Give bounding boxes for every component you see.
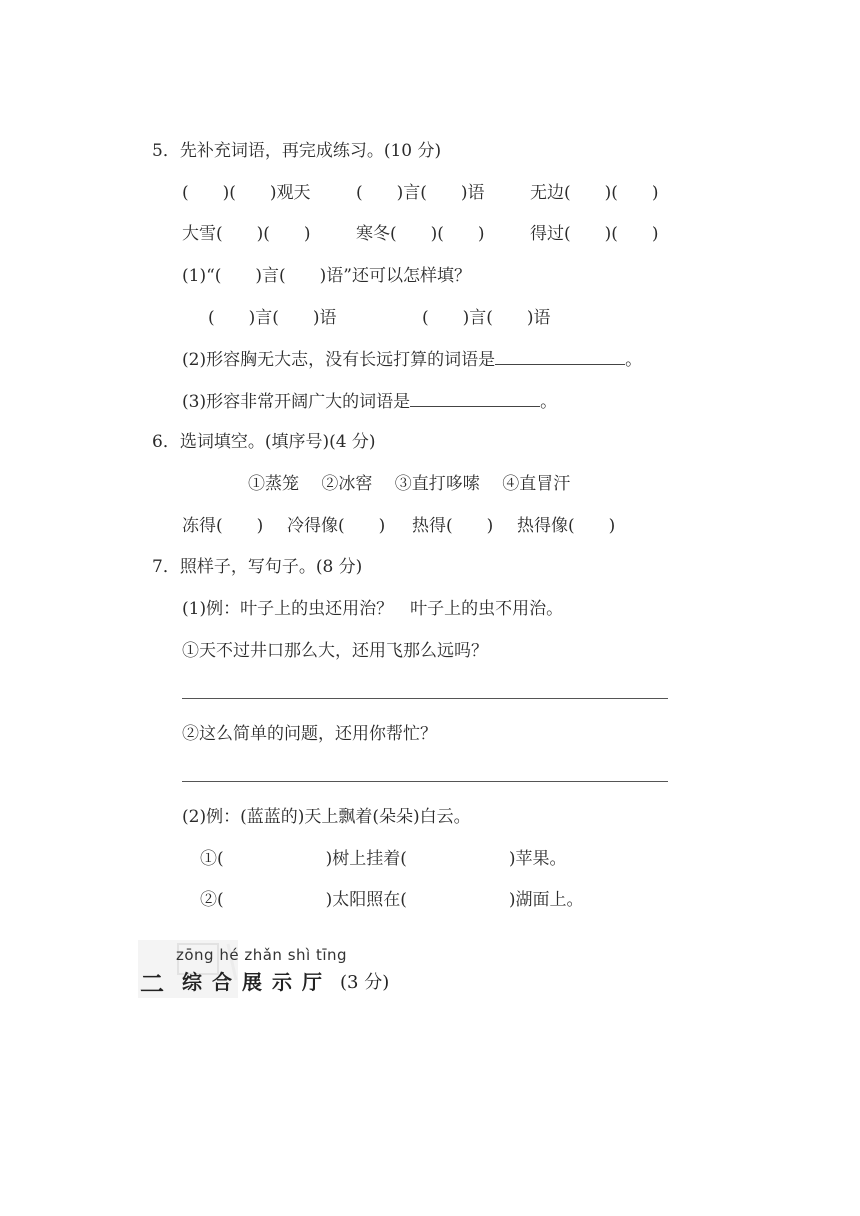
question-5-title: 5．先补充词语，再完成练习。(10 分) <box>152 141 442 161</box>
answer-line-1[interactable] <box>182 698 668 699</box>
q5-row1-item2: ( )言( )语 <box>356 183 485 203</box>
question-6-title: 6．选词填空。(填序号)(4 分) <box>152 432 376 452</box>
q5-sub2-blank[interactable] <box>495 348 625 365</box>
q7-sub2-example: (2)例：(蓝蓝的)天上飘着(朵朵)白云。 <box>182 807 471 827</box>
q6-blank-1: 冻得( ) <box>182 516 264 536</box>
q5-row1-item3: 无边( )( ) <box>530 183 659 203</box>
q5-row1-item1: ( )( )观天 <box>182 183 311 203</box>
q7-sub2-item2: ②( )太阳照在( )湖面上。 <box>200 890 584 910</box>
q7-sub1-example: (1)例：叶子上的虫还用治？ 叶子上的虫不用治。 <box>182 599 564 619</box>
section-2-pinyin: zōng hé zhǎn shì tīng <box>176 946 348 964</box>
q5-row2-item1: 大雪( )( ) <box>182 224 311 244</box>
answer-line-2[interactable] <box>182 781 668 782</box>
q5-sub3-prompt <box>182 390 557 413</box>
q5-row2-item3: 得过( )( ) <box>530 224 659 244</box>
q5-row2-item2: 寒冬( )( ) <box>356 224 485 244</box>
section-2-score: (3 分) <box>340 972 390 993</box>
q5-sub3-blank[interactable] <box>410 390 540 407</box>
section-2-title: 综合展示厅 <box>182 970 332 994</box>
q5-sub3-text: (3)形容非常开阔广大的词语是 <box>182 392 411 412</box>
q5-sub1-answer1: ( )言( )语 <box>208 308 337 328</box>
q7-sub1-item2: ②这么简单的问题，还用你帮忙？ <box>182 724 437 744</box>
q7-sub2-item1: ①( )树上挂着( )苹果。 <box>200 849 567 869</box>
q5-sub2-end: 。 <box>625 350 643 370</box>
q7-sub1-item1: ①天不过井口那么大，还用飞那么远吗？ <box>182 641 488 661</box>
q5-sub1-prompt: (1)“( )言( )语”还可以怎样填？ <box>182 266 471 286</box>
q6-blank-2: 冷得像( ) <box>287 516 386 536</box>
q5-sub2-text: (2)形容胸无大志，没有长远打算的词语是 <box>182 350 496 370</box>
q6-options: ①蒸笼 ②冰窖 ③直打哆嗦 ④直冒汗 <box>248 474 571 494</box>
section-2-number: 二 <box>140 970 164 998</box>
question-7-title: 7．照样子，写句子。(8 分) <box>152 557 363 577</box>
q5-sub1-answer2: ( )言( )语 <box>422 308 551 328</box>
q5-sub3-end: 。 <box>540 392 558 412</box>
q6-blank-4: 热得像( ) <box>517 516 616 536</box>
q6-blank-3: 热得( ) <box>412 516 494 536</box>
q5-sub2-prompt <box>182 348 642 371</box>
